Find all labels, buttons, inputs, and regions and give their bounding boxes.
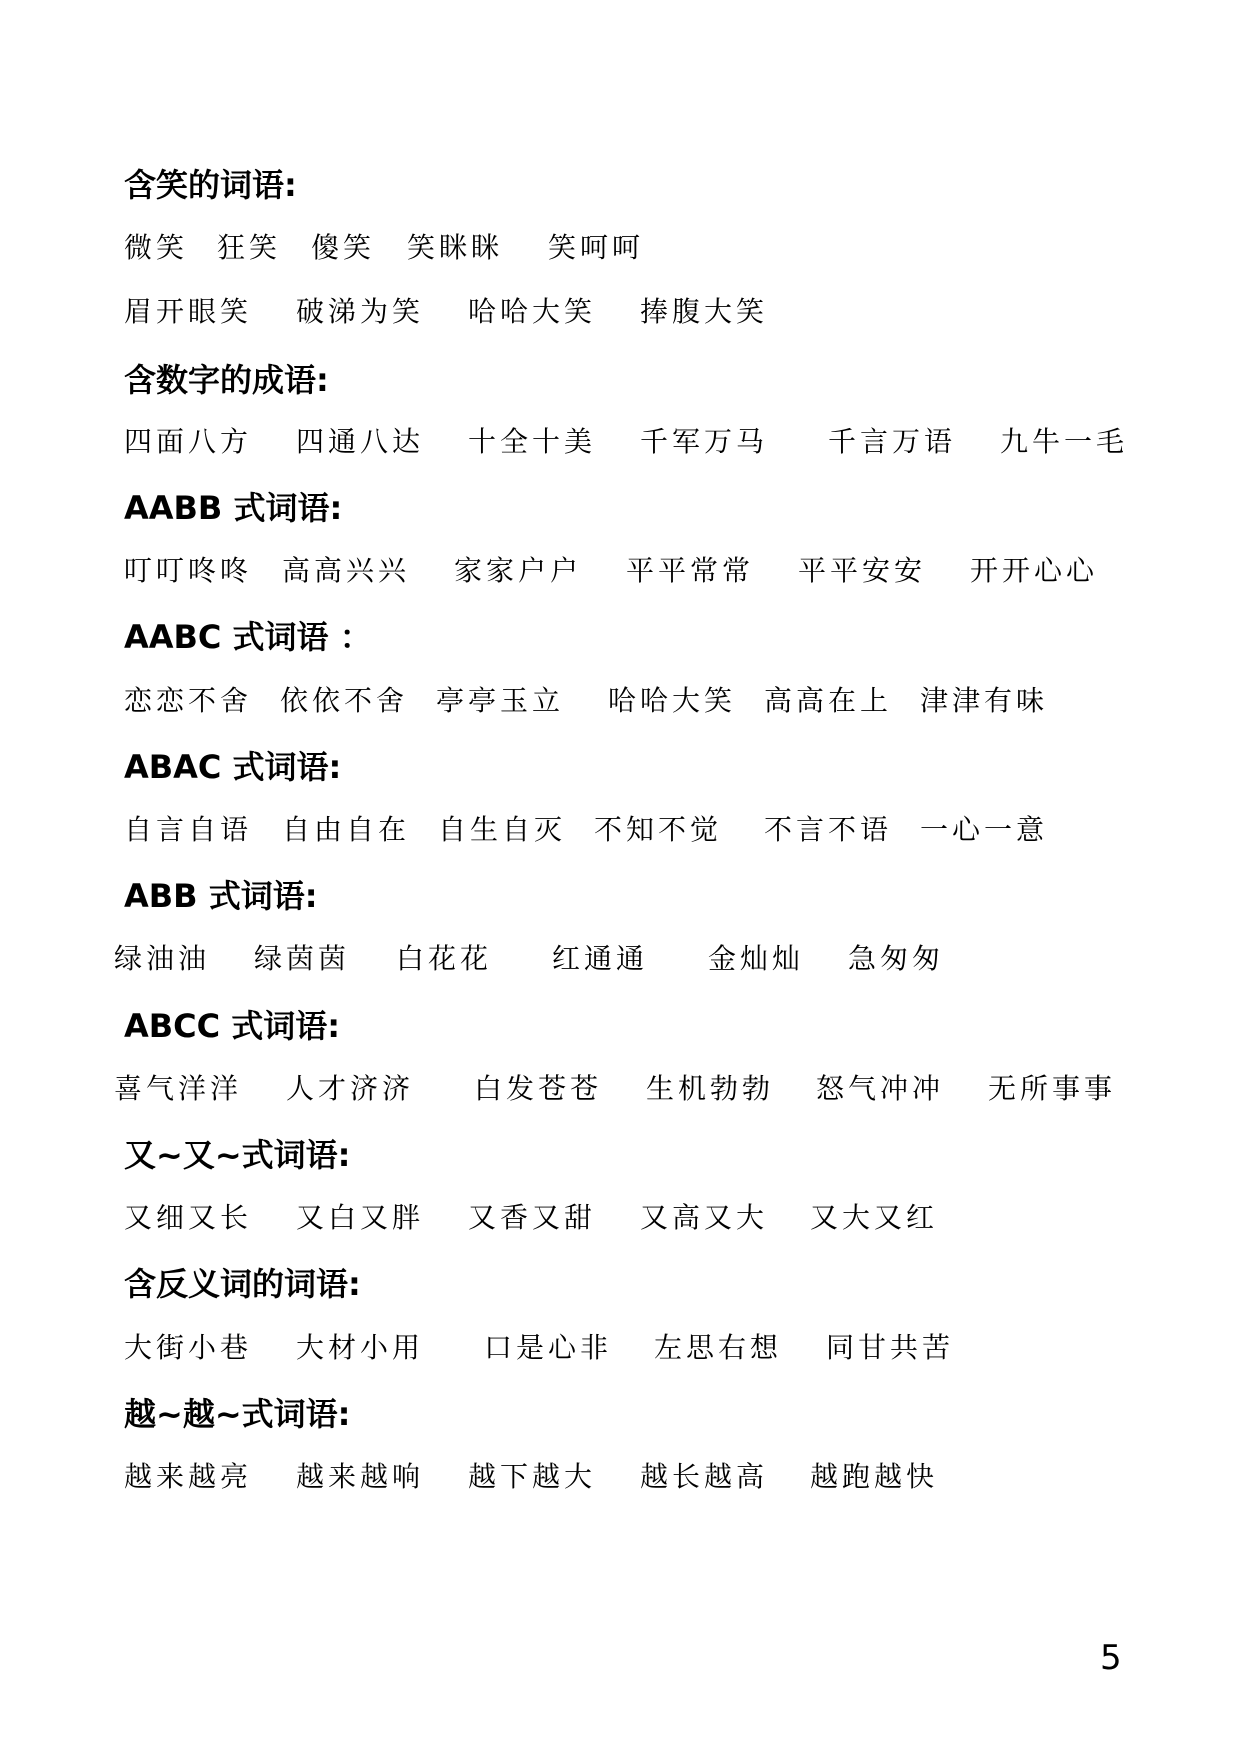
word-item: 又香又甜 [468, 1201, 597, 1234]
word-item: 越来越亮 [124, 1460, 253, 1493]
word-item: 金灿灿 [708, 942, 805, 975]
word-item: 大材小用 [296, 1331, 425, 1364]
word-row [0, 1328, 1241, 1368]
word-item: 眉开眼笑 [124, 295, 253, 328]
word-item: 绿油油 [114, 942, 211, 975]
word-item: 无所事事 [988, 1072, 1117, 1105]
word-item: 生机勃勃 [646, 1072, 775, 1105]
word-item: 越长越高 [640, 1460, 769, 1493]
section-heading-aabb: AABB 式词语: [124, 489, 343, 527]
word-item: 四通八达 [296, 425, 425, 458]
word-row [0, 939, 1241, 979]
word-item: 越跑越快 [810, 1460, 939, 1493]
word-item: 四面八方 [124, 425, 253, 458]
word-item: 笑眯眯 [407, 231, 504, 264]
word-item: 白花花 [396, 942, 493, 975]
word-item: 捧腹大笑 [640, 295, 769, 328]
word-item: 左思右想 [654, 1331, 783, 1364]
word-row [0, 422, 1241, 462]
word-item: 九牛一毛 [1000, 425, 1129, 458]
word-item: 叮叮咚咚 [124, 554, 253, 587]
word-item: 狂笑 [217, 231, 282, 264]
word-row [0, 228, 1241, 268]
word-item: 高高在上 [764, 684, 893, 717]
word-item: 平平安安 [798, 554, 927, 587]
word-item: 恋恋不舍 [124, 684, 253, 717]
word-item: 不言不语 [764, 813, 893, 846]
word-item: 自生自灭 [438, 813, 567, 846]
word-item: 微笑 [124, 231, 189, 264]
word-item: 哈哈大笑 [608, 684, 737, 717]
word-row [0, 810, 1241, 850]
word-item: 十全十美 [468, 425, 597, 458]
section-heading-smile-words: 含笑的词语: [124, 166, 297, 204]
word-item: 越来越响 [296, 1460, 425, 1493]
word-item: 喜气洋洋 [114, 1072, 243, 1105]
word-item: 白发苍苍 [474, 1072, 603, 1105]
word-item: 绿茵茵 [254, 942, 351, 975]
word-item: 哈哈大笑 [468, 295, 597, 328]
word-item: 自由自在 [282, 813, 411, 846]
section-heading-abcc: ABCC 式词语: [124, 1007, 341, 1045]
word-item: 又高又大 [640, 1201, 769, 1234]
section-heading-you-you: 又~又~式词语: [124, 1136, 351, 1174]
word-item: 越下越大 [468, 1460, 597, 1493]
word-item: 人才济济 [286, 1072, 415, 1105]
word-item: 笑呵呵 [548, 231, 645, 264]
word-item: 高高兴兴 [282, 554, 411, 587]
word-item: 同甘共苦 [826, 1331, 955, 1364]
word-item: 红通通 [552, 942, 649, 975]
word-item: 又白又胖 [296, 1201, 425, 1234]
word-item: 平平常常 [626, 554, 755, 587]
section-heading-aabc: AABC 式词语 ： [124, 618, 372, 656]
section-heading-number-idioms: 含数字的成语: [124, 361, 329, 399]
word-item: 家家户户 [454, 554, 583, 587]
word-row [0, 1198, 1241, 1238]
word-item: 自言自语 [124, 813, 253, 846]
word-item: 不知不觉 [594, 813, 723, 846]
word-row [0, 1069, 1241, 1109]
section-heading-abac: ABAC 式词语: [124, 748, 342, 786]
page-number: 5 [1100, 1638, 1122, 1678]
word-item: 亭亭玉立 [436, 684, 565, 717]
word-item: 大街小巷 [124, 1331, 253, 1364]
word-item: 口是心非 [484, 1331, 613, 1364]
word-item: 又细又长 [124, 1201, 253, 1234]
word-item: 一心一意 [920, 813, 1049, 846]
word-row [0, 551, 1241, 591]
section-heading-yue-yue: 越~越~式词语: [124, 1395, 351, 1433]
word-item: 津津有味 [920, 684, 1049, 717]
word-row [0, 681, 1241, 721]
word-item: 千言万语 [828, 425, 957, 458]
word-item: 千军万马 [640, 425, 769, 458]
word-item: 傻笑 [311, 231, 376, 264]
word-item: 急匆匆 [848, 942, 945, 975]
word-item: 怒气冲冲 [816, 1072, 945, 1105]
word-item: 开开心心 [970, 554, 1099, 587]
word-row [0, 1457, 1241, 1497]
word-item: 依依不舍 [280, 684, 409, 717]
section-heading-antonym-words: 含反义词的词语: [124, 1265, 361, 1303]
section-heading-abb: ABB 式词语: [124, 877, 318, 915]
word-item: 又大又红 [810, 1201, 939, 1234]
word-row [0, 292, 1241, 332]
word-item: 破涕为笑 [296, 295, 425, 328]
